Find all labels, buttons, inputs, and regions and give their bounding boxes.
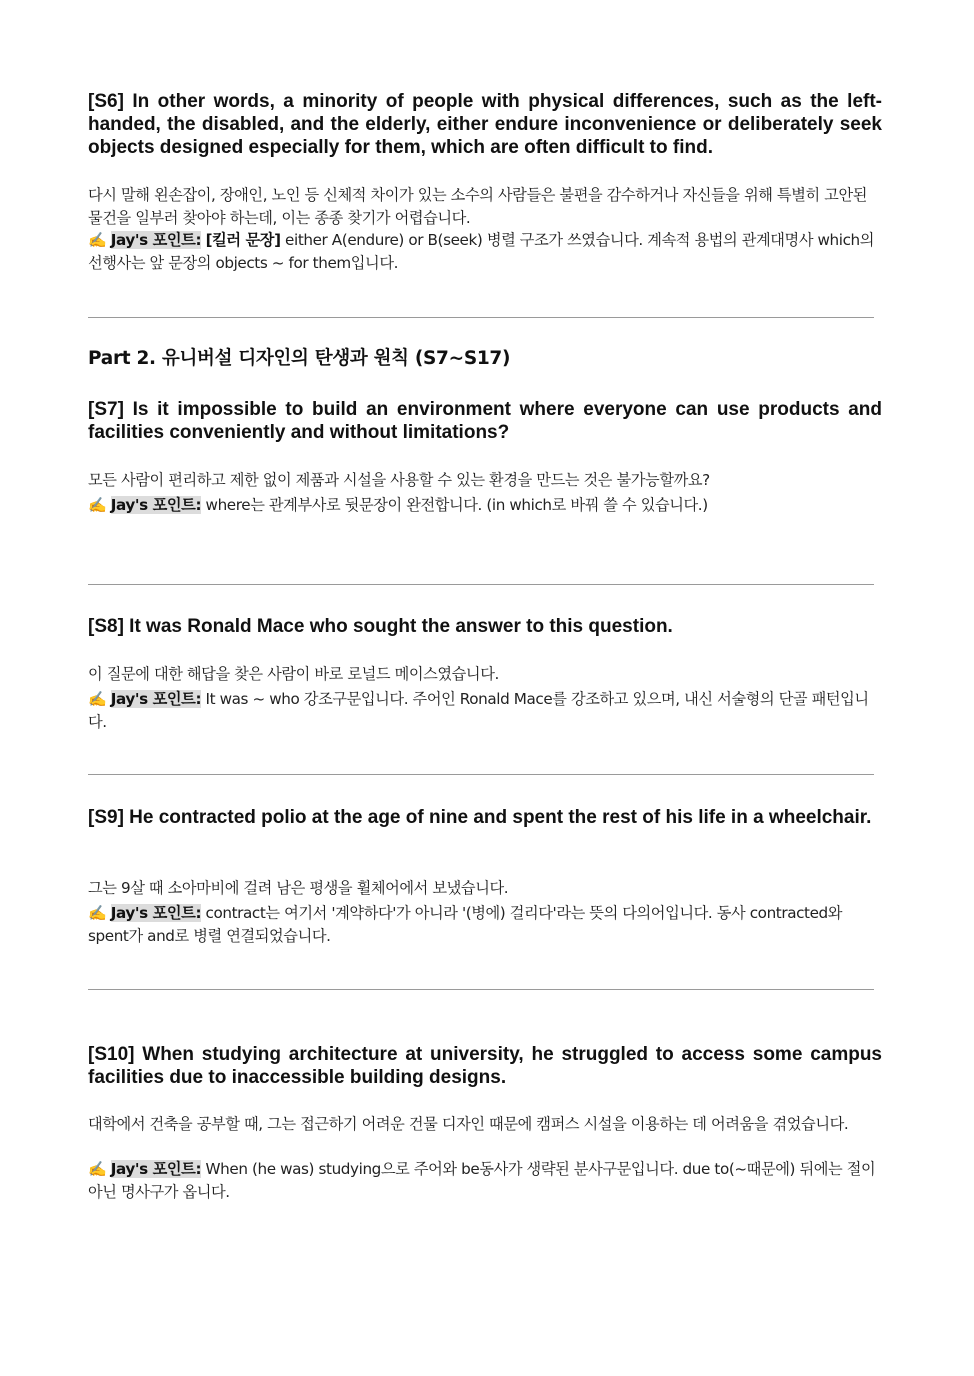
point-text: where는 관계부사로 뒷문장이 완전합니다. (in which로 바꿔 쓸 수 있습니다.) (201, 496, 708, 514)
s8-english-sentence: [S8] It was Ronald Mace who sought the answer to this question. (88, 616, 673, 637)
s8-korean-translation: 이 질문에 대한 해답을 찾은 사람이 바로 로널드 메이스였습니다. (88, 665, 499, 683)
divider (88, 317, 874, 318)
jay-point-label: Jay's 포인트: (110, 496, 202, 514)
s6-jay-point (88, 229, 882, 275)
point-text: either A(endure) or B(seek) 병렬 구조가 쓰였습니다. 계속적 용법의 관계대명사 which의 선행사는 앞 문장의 objects ~ for them입니다. (88, 231, 875, 272)
s10-korean-translation: 대학에서 건축을 공부할 때, 그는 접근하기 어려운 건물 디자인 때문에 캠퍼스 시설을 이용하는 데 어려움을 겪었습니다. (88, 1115, 849, 1133)
jay-point-label: Jay's 포인트: (110, 231, 202, 249)
writing-hand-icon: ✍️ (88, 496, 107, 514)
writing-hand-icon: ✍️ (88, 231, 107, 249)
jay-point-label: Jay's 포인트: (110, 1160, 202, 1178)
point-text: It was ~ who 강조구문입니다. 주어인 Ronald Mace를 강조하고 있으며, 내신 서술형의 단골 패턴입니다. (88, 690, 869, 731)
divider (88, 584, 874, 585)
writing-hand-icon: ✍️ (88, 1160, 107, 1178)
s9-korean-translation: 그는 9살 때 소아마비에 걸려 남은 평생을 휠체어에서 보냈습니다. (88, 879, 509, 897)
divider (88, 774, 874, 775)
part-heading: Part 2. 유니버설 디자인의 탄생과 원칙 (S7~S17) (88, 348, 511, 369)
s6-korean-translation: 다시 말해 왼손잡이, 장애인, 노인 등 신체적 차이가 있는 소수의 사람들은 불편을 감수하거나 자신들을 위해 특별히 고안된 물건을 일부러 찾아야 하는데, 이는 종종 찾기가 어렵습니다. (88, 186, 867, 227)
writing-hand-icon: ✍️ (88, 690, 107, 708)
s10-english-sentence: [S10] When studying architecture at university, he struggled to access some campus facilities due to inaccessible building designs. (88, 1044, 882, 1088)
point-text: When (he was) studying으로 주어와 be동사가 생략된 분사구문입니다. due to(~때문에) 뒤에는 절이 아닌 명사구가 옵니다. (88, 1160, 876, 1201)
s6-english-sentence: [S6] In other words, a minority of people with physical differences, such as the left-handed, the disabled, and the elderly, either endure inconvenience or deliberately seek objects designed especially for them, which are often difficult to find. (88, 91, 882, 158)
s9-jay-point (88, 902, 882, 948)
s9-english-sentence: [S9] He contracted polio at the age of nine and spent the rest of his life in a wheelchair. (88, 807, 872, 828)
s8-jay-point (88, 688, 882, 734)
s7-jay-point (88, 494, 882, 517)
point-text: contract는 여기서 '계약하다'가 아니라 '(병에) 걸리다'라는 뜻의 다의어입니다. 동사 contracted와 spent가 and로 병렬 연결되었습니다. (88, 904, 843, 945)
jay-point-label: Jay's 포인트: (110, 690, 202, 708)
divider (88, 989, 874, 990)
writing-hand-icon: ✍️ (88, 904, 107, 922)
killer-sentence-tag: [킬러 문장] (205, 231, 281, 249)
s7-korean-translation: 모든 사람이 편리하고 제한 없이 제품과 시설을 사용할 수 있는 환경을 만드는 것은 불가능할까요? (88, 471, 710, 489)
s7-english-sentence: [S7] Is it impossible to build an environment where everyone can use products and facilities conveniently and without limitations? (88, 399, 882, 443)
s10-jay-point (88, 1158, 882, 1204)
jay-point-label: Jay's 포인트: (110, 904, 202, 922)
